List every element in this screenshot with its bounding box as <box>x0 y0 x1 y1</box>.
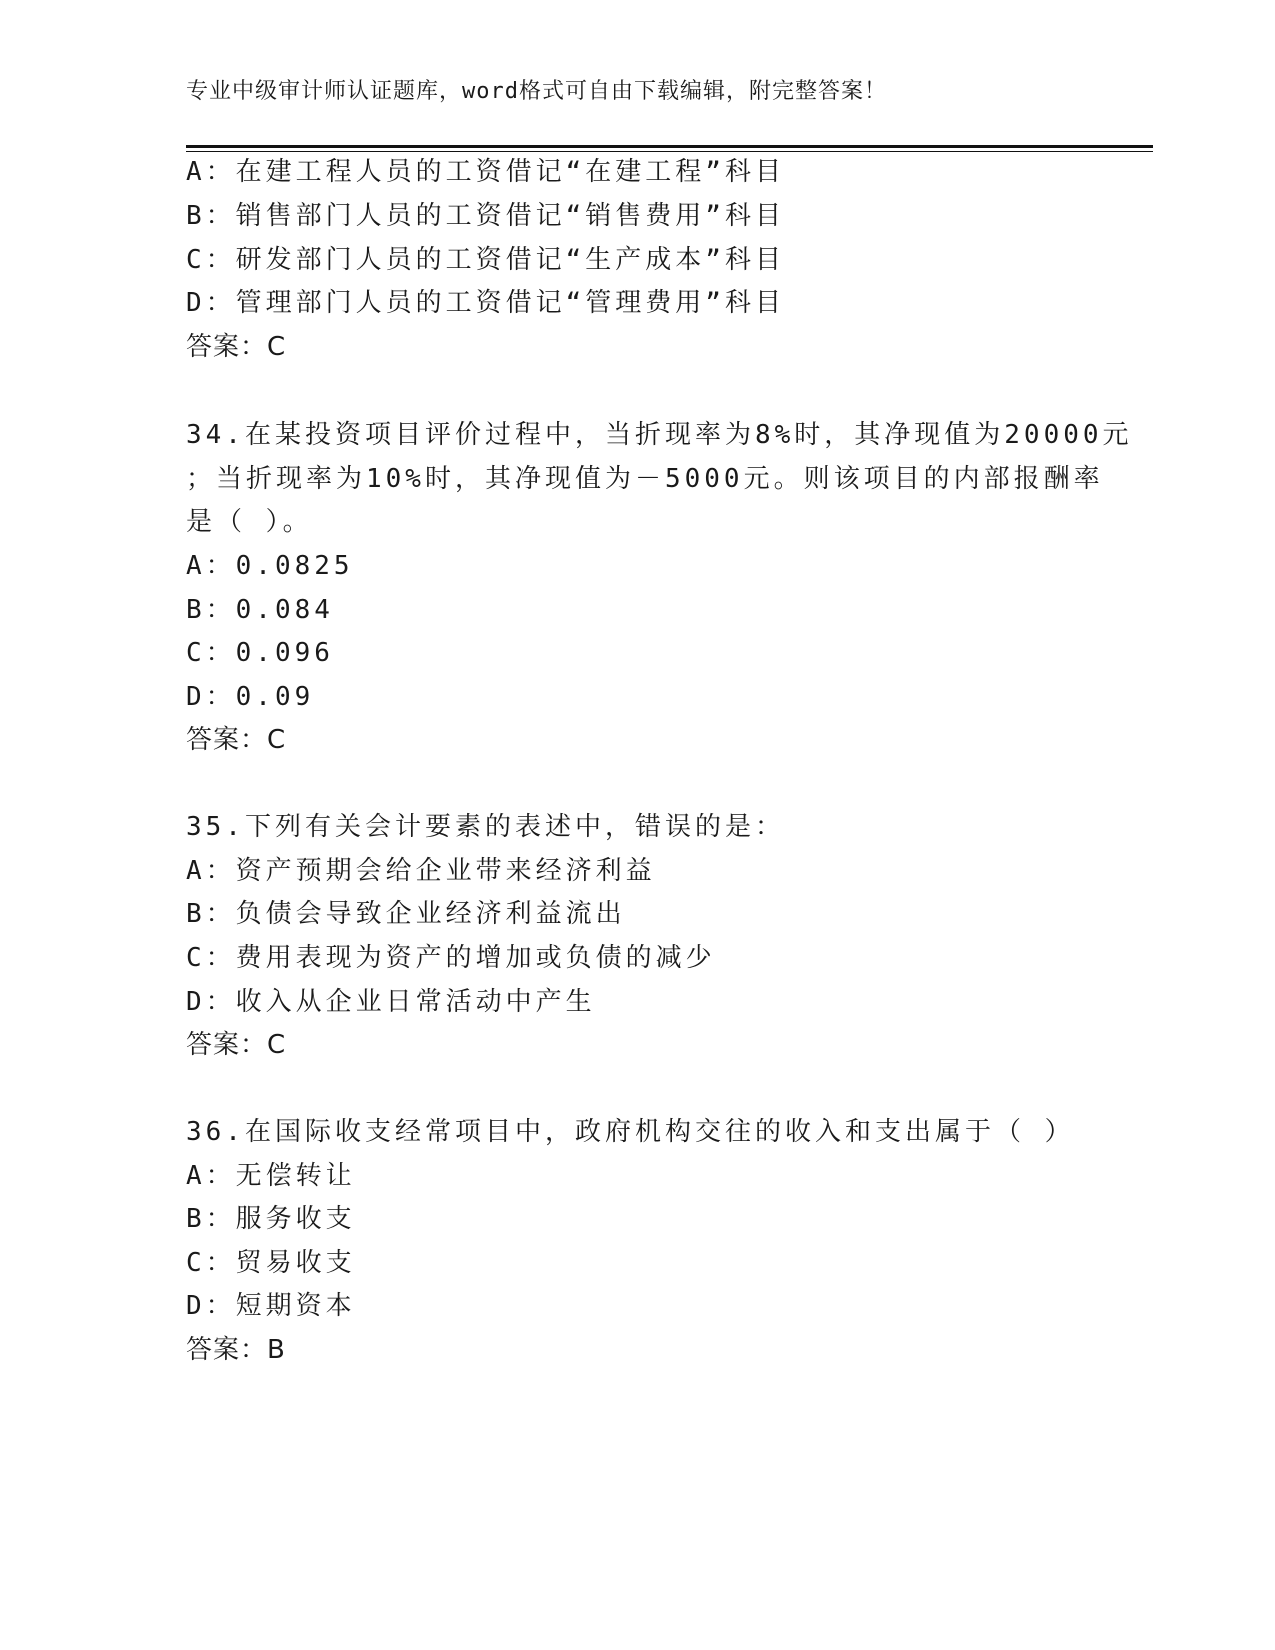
q33-option-b: B：销售部门人员的工资借记“销售费用”科目 <box>186 201 785 231</box>
q35-answer: 答案：C <box>186 1030 287 1060</box>
q36-option-d: D：短期资本 <box>186 1291 356 1321</box>
q33-option-d: D：管理部门人员的工资借记“管理费用”科目 <box>186 288 785 318</box>
q34-stem-line-3: 是（ ）。 <box>186 507 313 537</box>
q34-option-c: C：0.096 <box>186 638 334 668</box>
header-divider-thick <box>186 145 1153 148</box>
q35-option-b: B：负债会导致企业经济利益流出 <box>186 899 626 929</box>
q34-option-b: B：0.084 <box>186 595 334 625</box>
q34-answer: 答案：C <box>186 725 287 755</box>
q36-option-c: C：贸易收支 <box>186 1248 356 1278</box>
q35-option-d: D：收入从企业日常活动中产生 <box>186 987 596 1017</box>
q36-stem: 36.在国际收支经常项目中，政府机构交往的收入和支出属于（ ） <box>186 1117 1075 1147</box>
header-divider-thin <box>186 151 1153 152</box>
q33-option-c: C：研发部门人员的工资借记“生产成本”科目 <box>186 245 785 275</box>
q34-option-a: A：0.0825 <box>186 551 354 581</box>
q34-stem-line-2: ；当折现率为10%时，其净现值为－5000元。则该项目的内部报酬率 <box>186 464 1104 494</box>
q36-answer: 答案：B <box>186 1335 286 1365</box>
q35-option-c: C：费用表现为资产的增加或负债的减少 <box>186 943 716 973</box>
q35-option-a: A：资产预期会给企业带来经济利益 <box>186 856 656 886</box>
q36-option-a: A：无偿转让 <box>186 1161 356 1191</box>
page-header: 专业中级审计师认证题库，word格式可自由下载编辑，附完整答案！ <box>186 79 887 104</box>
q34-stem-line-1: 34.在某投资项目评价过程中，当折现率为8%时，其净现值为20000元 <box>186 420 1133 450</box>
q34-option-d: D：0.09 <box>186 682 315 712</box>
q36-option-b: B：服务收支 <box>186 1204 356 1234</box>
q33-answer: 答案：C <box>186 332 287 362</box>
q33-option-a: A：在建工程人员的工资借记“在建工程”科目 <box>186 157 785 187</box>
q35-stem: 35.下列有关会计要素的表述中，错误的是： <box>186 812 785 842</box>
